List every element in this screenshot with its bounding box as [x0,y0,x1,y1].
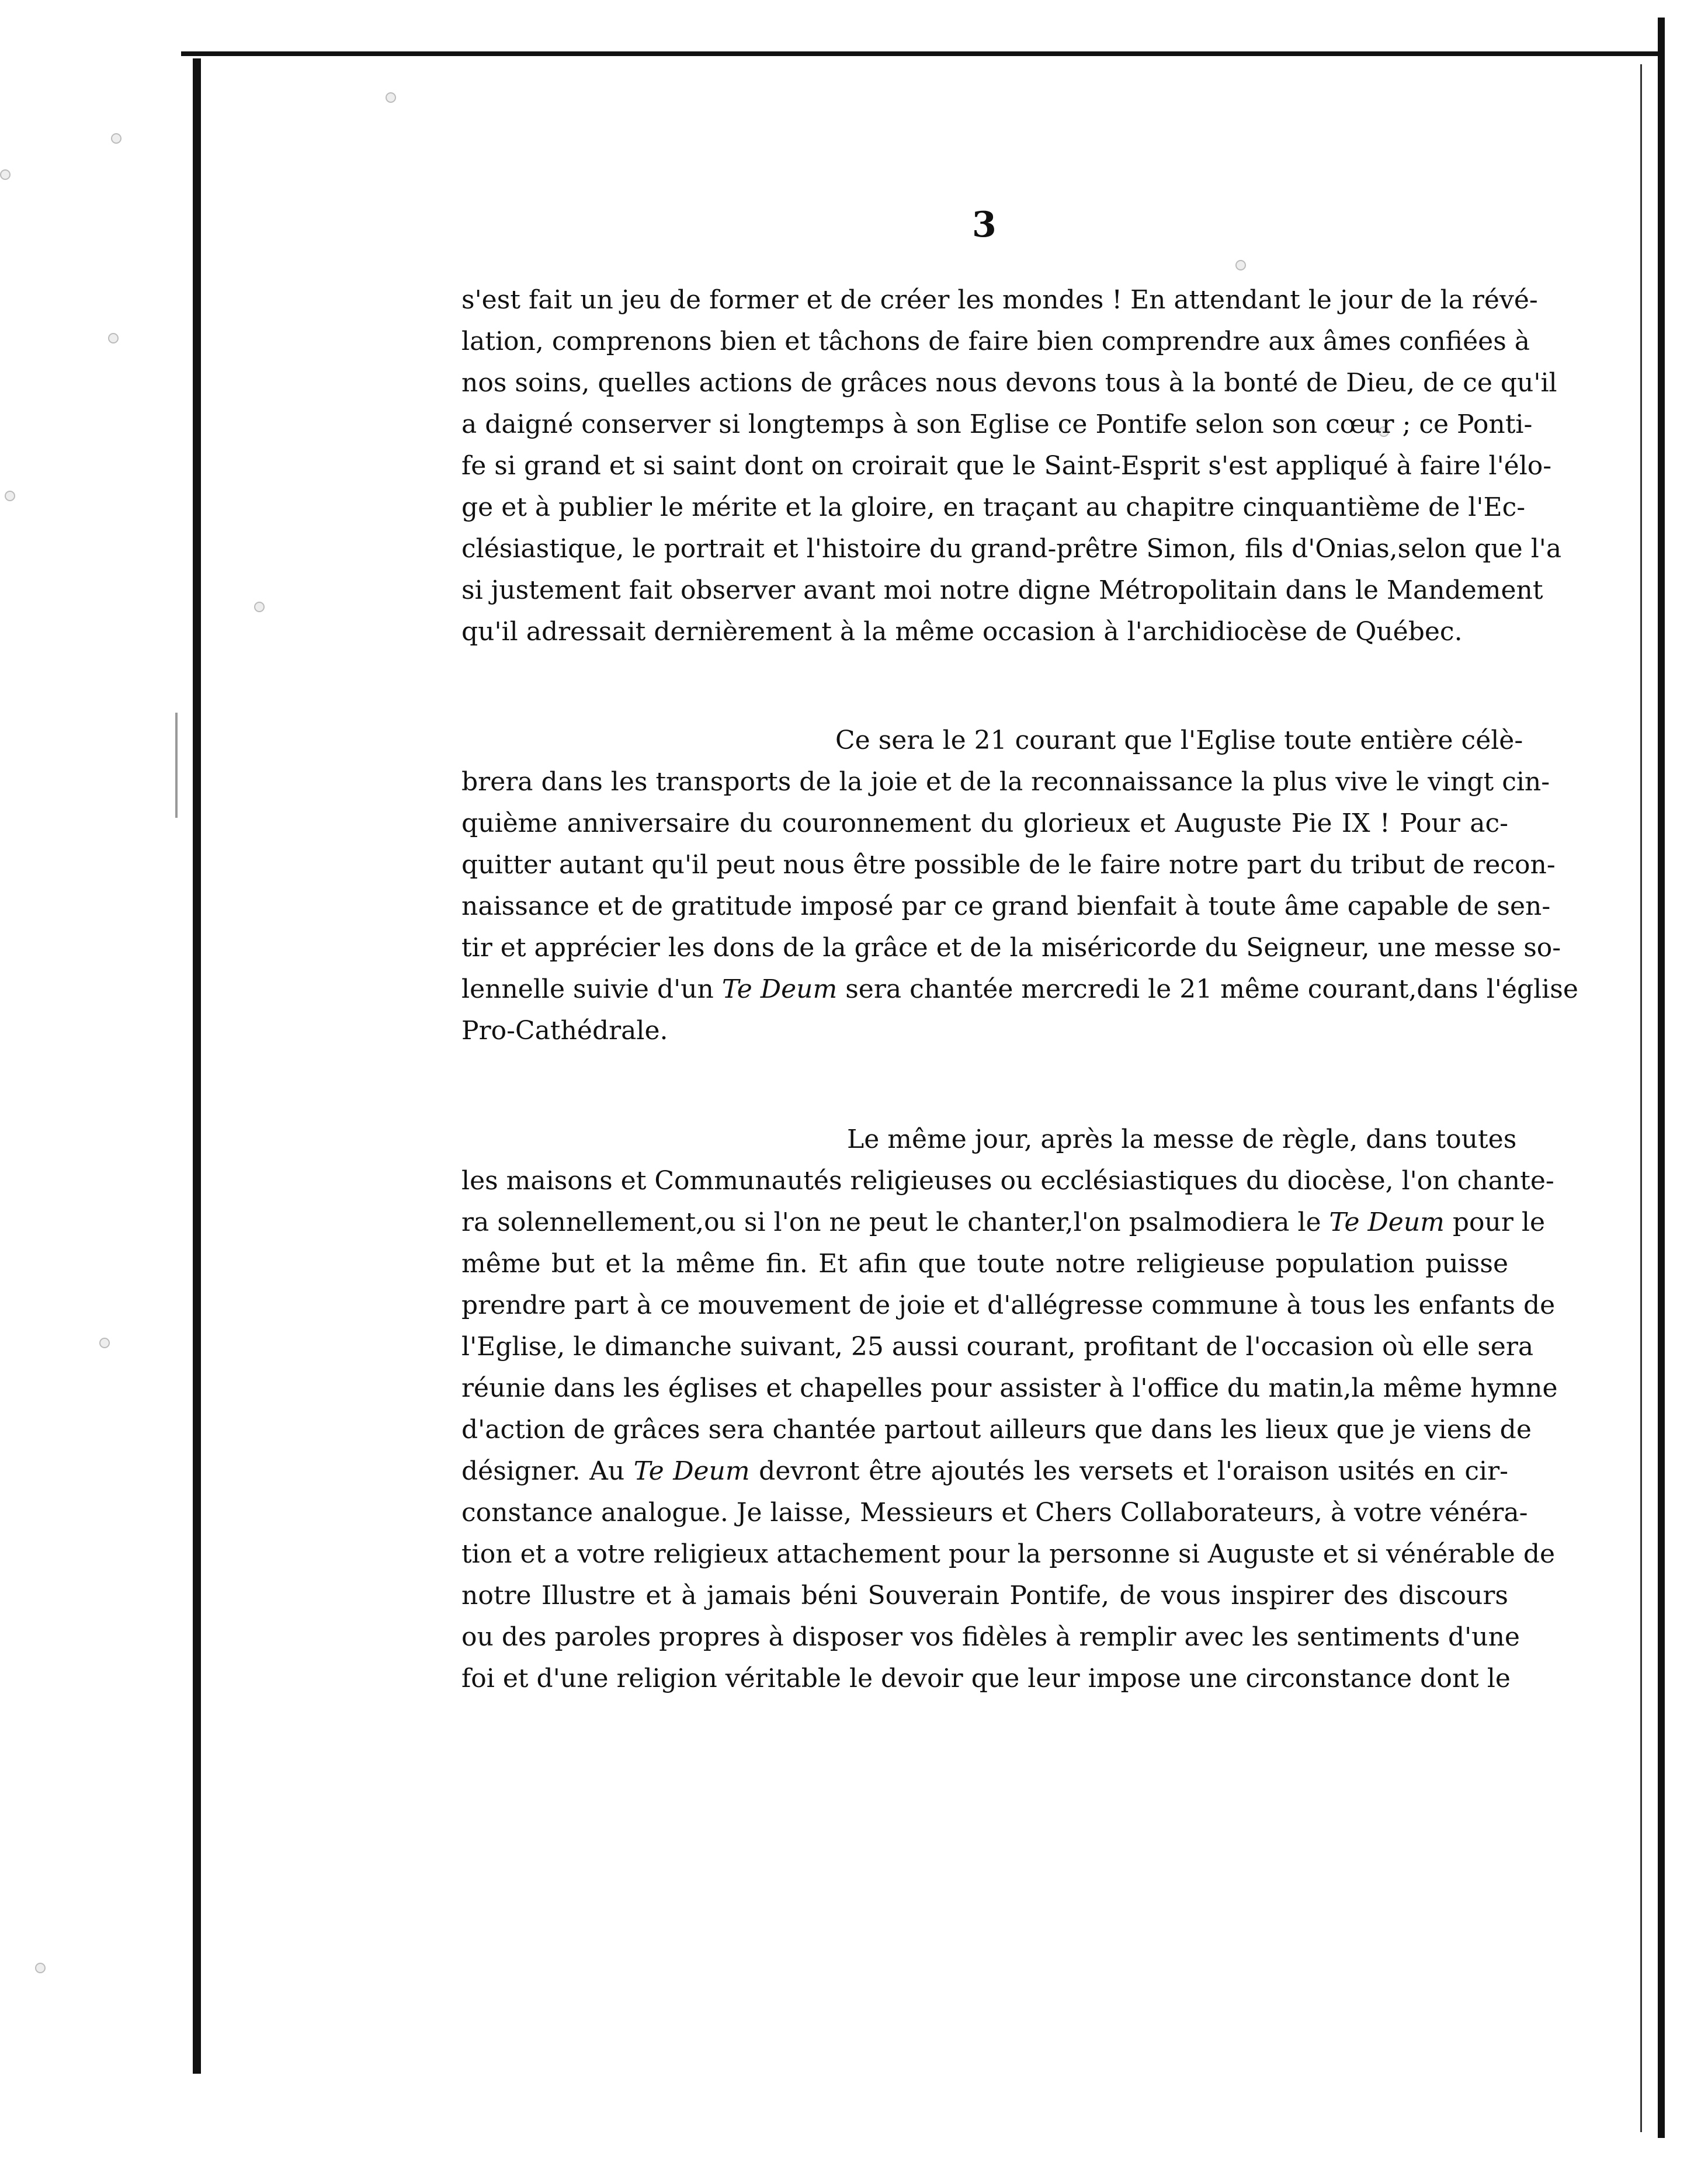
text-line: d'action de grâces sera chantée partout ailleurs que dans les lieux que je viens de [461,1415,1532,1445]
scan-speck [386,92,396,103]
text-line: tion et a votre religieux attachement pour la personne si Auguste et si vénérable de [461,1539,1556,1569]
text-line: naissance et de gratitude imposé par ce grand bienfait à toute âme capable de sen- [461,891,1551,921]
text-line: l'Eglise, le dimanche suivant, 25 aussi courant, profitant de l'occasion où elle sera [461,1332,1534,1362]
page-edge-inner-right [1640,64,1642,2132]
text-line: les maisons et Communautés religieuses ou ecclésiastiques du diocèse, l'on chante- [461,1166,1554,1196]
text-line: Pro-Cathédrale. [461,1016,668,1046]
scan-speck [254,602,265,612]
scan-speck [35,1963,46,1973]
text-line: Le même jour, après la messe de règle, dans toutes [847,1124,1517,1154]
text-line: clésiastique, le portrait et l'histoire du grand-prêtre Simon, fils d'Onias,selon que l'a [461,534,1562,564]
text-line: qu'il adressait dernièrement à la même occasion à l'archidiocèse de Québec. [461,617,1463,647]
paragraph-1 [461,279,1562,652]
text-line: désigner. Au Te Deum devront être ajoutés les versets et l'oraison usités en cir- [461,1456,1508,1486]
page-number: 3 [972,204,997,245]
page-edge-left [193,58,201,2074]
scan-speck [1235,260,1246,270]
paragraph-2 [461,720,1578,1051]
text-line: réunie dans les églises et chapelles pour assister à l'office du matin,la même hymne [461,1373,1558,1403]
text-line: quième anniversaire du couronnement du glorieux et Auguste Pie IX ! Pour ac- [461,808,1508,838]
text-line: lation, comprenons bien et tâchons de faire bien comprendre aux âmes confiées à [461,327,1530,356]
text-line: lennelle suivie d'un Te Deum sera chantée mercredi le 21 même courant,dans l'église [461,974,1578,1004]
paragraph-3 [461,1119,1558,1699]
text-line: même but et la même fin. Et afin que toute notre religieuse population puisse [461,1249,1508,1279]
page-edge-right [1658,18,1665,2138]
text-line: constance analogue. Je laisse, Messieurs et Chers Collaborateurs, à votre vénéra- [461,1498,1528,1528]
scan-speck [5,491,15,501]
italic-phrase: Te Deum [1329,1207,1445,1237]
text-line: Ce sera le 21 courant que l'Eglise toute entière célè- [835,726,1523,755]
scan-frame-top [181,51,1659,56]
scan-speck [99,1338,110,1348]
text-line: prendre part à ce mouvement de joie et d'allégresse commune à tous les enfants de [461,1290,1556,1320]
text-line: notre Illustre et à jamais béni Souverain Pontife, de vous inspirer des discours [461,1581,1508,1610]
italic-phrase: Te Deum [633,1456,750,1486]
scan-speck [111,133,121,144]
text-line: brera dans les transports de la joie et de la reconnaissance la plus vive le vingt cin- [461,767,1550,797]
italic-phrase: Te Deum [721,974,838,1004]
text-line: a daigné conserver si longtemps à son Eglise ce Pontife selon son cœur ; ce Ponti- [461,409,1533,439]
scan-speck [108,333,119,343]
text-line: ge et à publier le mérite et la gloire, en traçant au chapitre cinquantième de l'Ec- [461,492,1526,522]
scan-speck [0,169,11,180]
text-line: ra solennellement,ou si l'on ne peut le chanter,l'on psalmodiera le Te Deum pour le [461,1207,1546,1237]
text-line: quitter autant qu'il peut nous être possible de le faire notre part du tribut de recon- [461,850,1556,880]
text-line: si justement fait observer avant moi notre digne Métropolitain dans le Mandement [461,575,1543,605]
spine-mark [175,713,186,818]
text-line: s'est fait un jeu de former et de créer les mondes ! En attendant le jour de la révé- [461,285,1538,315]
text-line: tir et apprécier les dons de la grâce et de la miséricorde du Seigneur, une messe so- [461,933,1561,963]
text-line: foi et d'une religion véritable le devoir que leur impose une circonstance dont le [461,1664,1511,1693]
text-line: ou des paroles propres à disposer vos fidèles à remplir avec les sentiments d'une [461,1622,1520,1652]
text-line: fe si grand et si saint dont on croirait que le Saint-Esprit s'est appliqué à faire l'élo- [461,451,1552,481]
text-line: nos soins, quelles actions de grâces nous devons tous à la bonté de Dieu, de ce qu'il [461,368,1557,398]
